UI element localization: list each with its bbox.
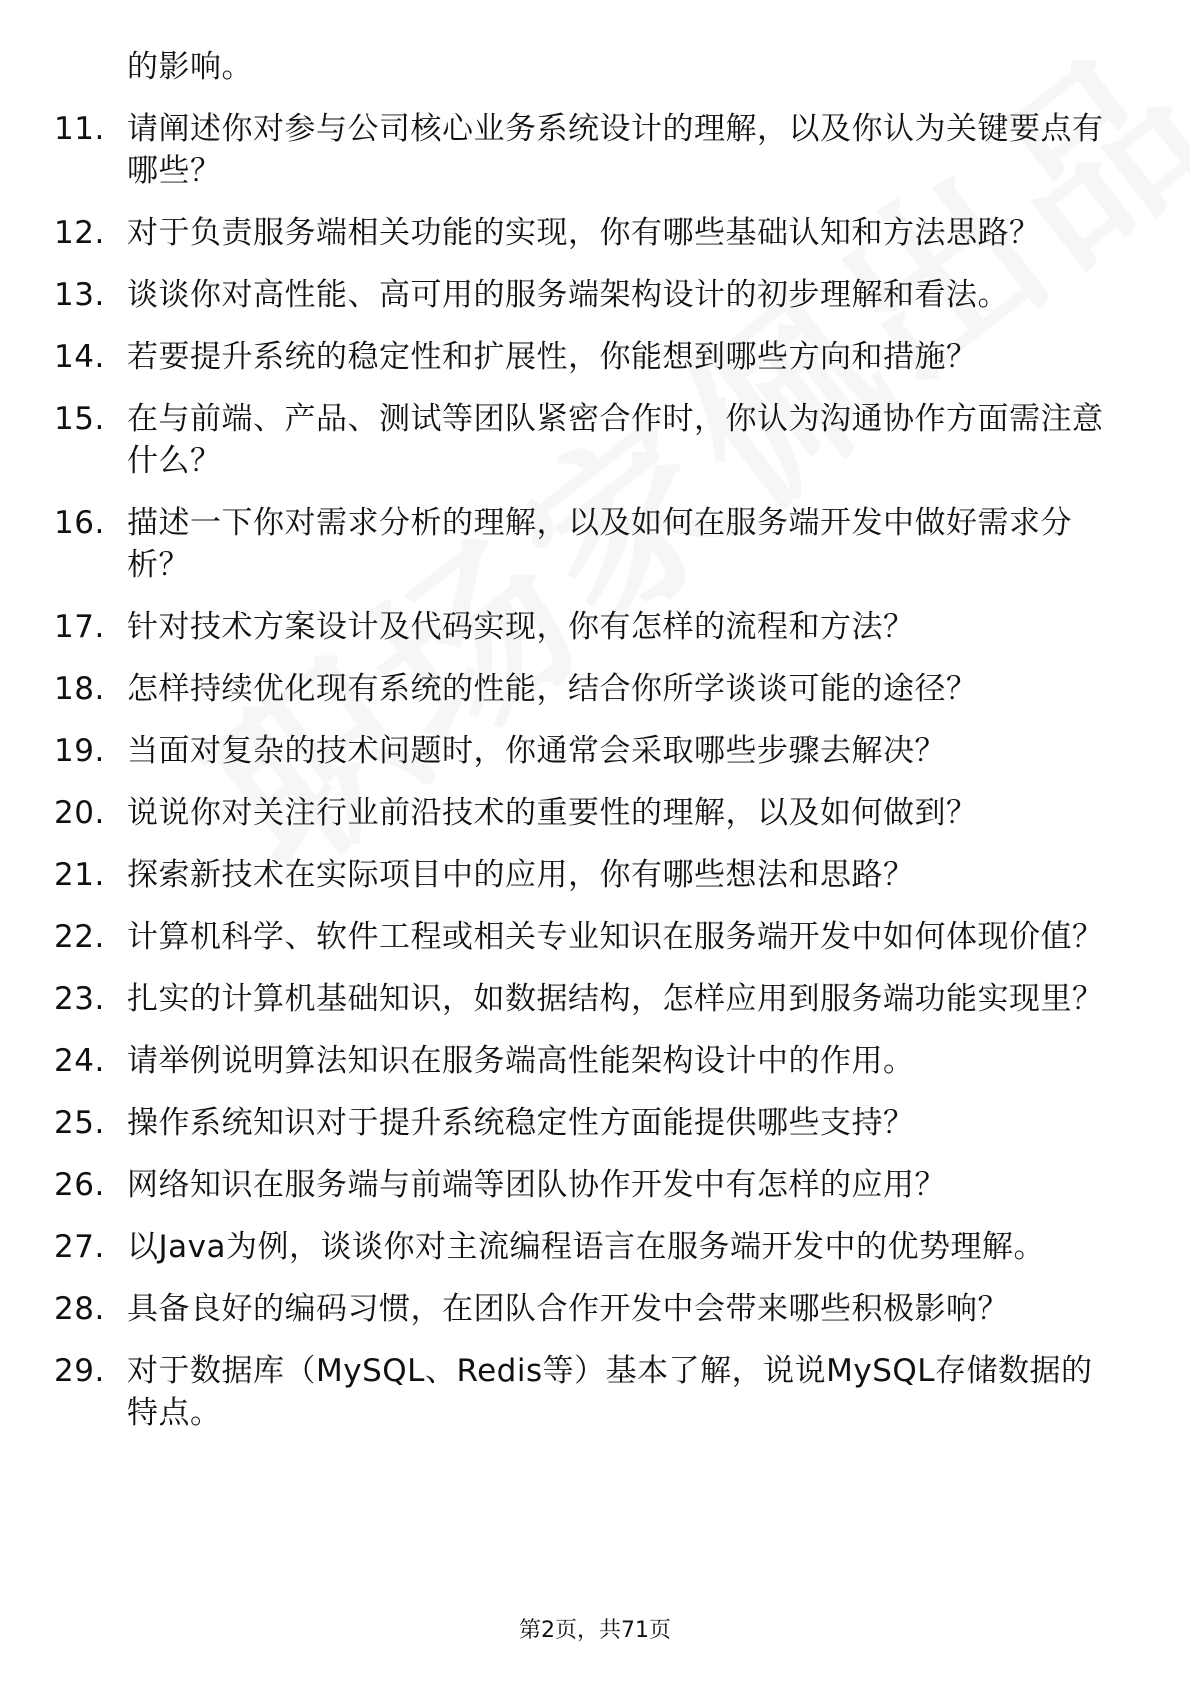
question-number: 20.: [54, 795, 105, 831]
question-item: [54, 212, 1119, 254]
question-number: 11.: [54, 111, 105, 147]
question-text: 在与前端、产品、测试等团队紧密合作时，你认为沟通协作方面需注意什么？: [127, 401, 1104, 479]
question-number: 29.: [54, 1353, 105, 1389]
question-number: 25.: [54, 1105, 105, 1141]
question-text: 操作系统知识对于提升系统稳定性方面能提供哪些支持？: [127, 1105, 915, 1141]
question-number: 18.: [54, 671, 105, 707]
question-number: 28.: [54, 1291, 105, 1327]
question-list: [54, 108, 1119, 1454]
question-text: 针对技术方案设计及代码实现，你有怎样的流程和方法？: [127, 609, 915, 645]
page-footer: 第2页，共71页: [519, 1618, 671, 1643]
question-item: [54, 978, 1119, 1020]
question-number: 24.: [54, 1043, 105, 1079]
question-number: 17.: [54, 609, 105, 645]
question-number: 22.: [54, 919, 105, 955]
question-item: [54, 108, 1119, 192]
question-text: 当面对复杂的技术问题时，你通常会采取哪些步骤去解决？: [127, 733, 946, 769]
question-item: [54, 1040, 1119, 1082]
continued-text: 的影响。: [127, 49, 253, 85]
question-item: [54, 1350, 1119, 1434]
question-item: [54, 1226, 1119, 1268]
question-text: 计算机科学、软件工程或相关专业知识在服务端开发中如何体现价值？: [127, 919, 1104, 955]
question-item: [54, 1288, 1119, 1330]
question-item: [54, 274, 1119, 316]
question-number: 12.: [54, 215, 105, 251]
question-item: [54, 1164, 1119, 1206]
question-number: 19.: [54, 733, 105, 769]
question-item: [54, 398, 1119, 482]
question-text: 对于数据库（MySQL、Redis等）基本了解，说说MySQL存储数据的特点。: [127, 1353, 1093, 1431]
question-text: 若要提升系统的稳定性和扩展性，你能想到哪些方向和措施？: [127, 339, 978, 375]
question-item: [54, 730, 1119, 772]
question-text: 以Java为例，谈谈你对主流编程语言在服务端开发中的优势理解。: [127, 1229, 1045, 1265]
question-number: 26.: [54, 1167, 105, 1203]
question-text: 请阐述你对参与公司核心业务系统设计的理解，以及你认为关键要点有哪些？: [127, 111, 1104, 189]
question-text: 具备良好的编码习惯，在团队合作开发中会带来哪些积极影响？: [127, 1291, 1009, 1327]
question-text: 怎样持续优化现有系统的性能，结合你所学谈谈可能的途径？: [127, 671, 978, 707]
question-text: 描述一下你对需求分析的理解，以及如何在服务端开发中做好需求分析？: [127, 505, 1072, 583]
question-item: [54, 792, 1119, 834]
question-number: 14.: [54, 339, 105, 375]
question-number: 16.: [54, 505, 105, 541]
question-text: 请举例说明算法知识在服务端高性能架构设计中的作用。: [127, 1043, 915, 1079]
question-item: [54, 606, 1119, 648]
question-number: 23.: [54, 981, 105, 1017]
question-item: [54, 854, 1119, 896]
question-item: [54, 1102, 1119, 1144]
question-text: 网络知识在服务端与前端等团队协作开发中有怎样的应用？: [127, 1167, 946, 1203]
question-number: 21.: [54, 857, 105, 893]
question-item: [54, 502, 1119, 586]
question-text: 对于负责服务端相关功能的实现，你有哪些基础认知和方法思路？: [127, 215, 1041, 251]
question-item: [54, 668, 1119, 710]
question-text: 扎实的计算机基础知识，如数据结构，怎样应用到服务端功能实现里？: [127, 981, 1104, 1017]
question-text: 探索新技术在实际项目中的应用，你有哪些想法和思路？: [127, 857, 915, 893]
question-number: 13.: [54, 277, 105, 313]
question-number: 15.: [54, 401, 105, 437]
question-text: 说说你对关注行业前沿技术的重要性的理解，以及如何做到？: [127, 795, 978, 831]
question-number: 27.: [54, 1229, 105, 1265]
question-item: [54, 336, 1119, 378]
question-item: [54, 916, 1119, 958]
question-text: 谈谈你对高性能、高可用的服务端架构设计的初步理解和看法。: [127, 277, 1009, 313]
